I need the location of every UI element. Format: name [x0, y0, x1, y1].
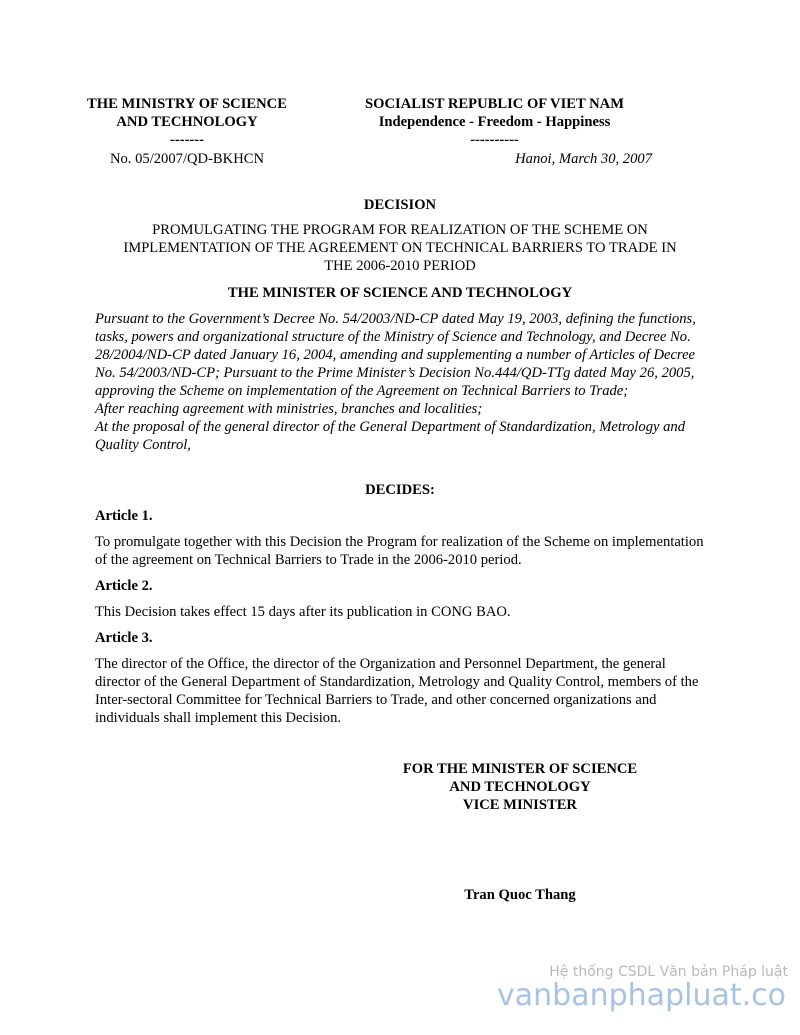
signature-line-1: FOR THE MINISTER OF SCIENCE [402, 761, 638, 777]
signature-line-3: VICE MINISTER [463, 797, 577, 813]
signer-name: Tran Quoc Thang [464, 887, 576, 903]
preamble-agreement: After reaching agreement with ministries, branches and localities; [95, 401, 483, 417]
article-2-heading: Article 2. [95, 578, 153, 594]
article-2-text [95, 603, 710, 621]
national-motto-block [337, 95, 652, 168]
document-number: No. 05/2007/QD-BKHCN [109, 151, 265, 167]
signature-block [330, 760, 710, 814]
subject-line-1: PROMULGATING THE PROGRAM FOR REALIZATION OF THE SCHEME ON [152, 222, 648, 238]
article-3-body: The director of the Office, the director of the Organization and Personnel Department, the general director of the General Department of Standardization, Metrology and Quality Control, members of the Inter-sectoral Committee for Technical Barriers to Trade, and other concerned organizations and individuals shall implement this Decision. [95, 656, 699, 726]
motto-separator: ---------- [470, 132, 519, 148]
signature-line-2: AND TECHNOLOGY [449, 779, 591, 795]
preamble [95, 310, 710, 454]
decides-heading: DECIDES: [365, 482, 435, 498]
subject-line-2: IMPLEMENTATION OF THE AGREEMENT ON TECHNICAL BARRIERS TO TRADE IN [123, 240, 677, 256]
country-name: SOCIALIST REPUBLIC OF VIET NAM [365, 96, 624, 112]
agency-separator: ------- [169, 132, 205, 148]
issue-place-date: Hanoi, March 30, 2007 [515, 151, 652, 167]
article-1-text [95, 533, 710, 569]
article-1-body: To promulgate together with this Decision the Program for realization of the Scheme on implementation of the agreement on Technical Barriers to Trade in the 2006-2010 period. [95, 534, 704, 568]
document-type-title: DECISION [363, 197, 437, 213]
agency-name-line1: THE MINISTRY OF SCIENCE [87, 96, 287, 112]
subject-line-3: THE 2006-2010 PERIOD [324, 258, 476, 274]
preamble-legal-basis: Pursuant to the Government’s Decree No. 54/2003/ND-CP dated May 19, 2003, defining the functions, tasks, powers and organizational structure of the Ministry of Science and Technology, and Decree No. 28/2004/ND-CP dated January 16, 2004, amending and supplementing a number of Articles of Decree No. 54/2003/ND-CP; Pursuant to the Prime Minister’s Decision No.444/QD-TTg dated May 26, 2005, approving the Scheme on implementation of the Agreement on Technical Barriers to Trade; [95, 311, 696, 399]
document-subject [95, 221, 705, 275]
article-1-heading: Article 1. [95, 508, 153, 524]
preamble-proposal: At the proposal of the general director of the General Department of Standardization, Metrology and Quality Control, [95, 419, 686, 453]
article-3-text [95, 655, 710, 727]
article-2-body: This Decision takes effect 15 days after its publication in CONG BAO. [95, 604, 511, 620]
watermark-caption: Hệ thống CSDL Văn bản Pháp luật [549, 964, 788, 980]
article-3-heading: Article 3. [95, 630, 153, 646]
agency-name-line2: AND TECHNOLOGY [116, 114, 258, 130]
issuing-agency-block [80, 95, 294, 168]
national-motto: Independence - Freedom - Happiness [378, 114, 611, 130]
watermark-site: vanbanphapluat.co [497, 978, 786, 1013]
issuing-authority: THE MINISTER OF SCIENCE AND TECHNOLOGY [227, 285, 573, 301]
